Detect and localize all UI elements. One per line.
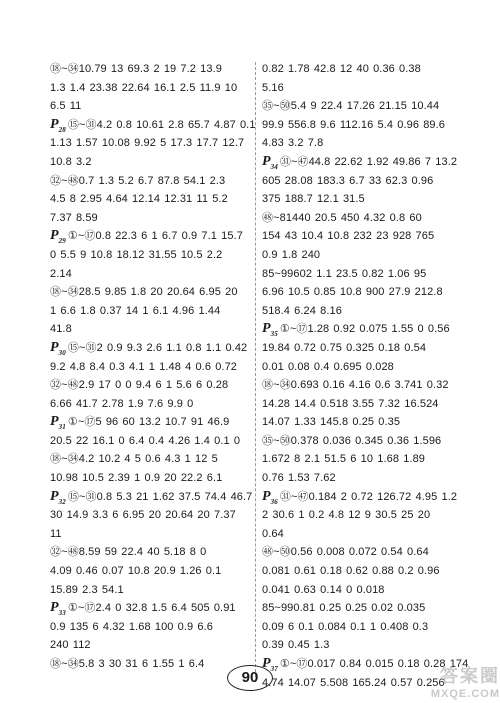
answer-line [50, 450, 250, 469]
answer-column-left [50, 60, 256, 674]
watermark-logo [395, 665, 500, 703]
answer-line [50, 636, 250, 655]
page-marker: $P_{28}$ [50, 116, 66, 134]
page-marker-number: 34 [270, 162, 278, 171]
page-marker-number: 32 [58, 497, 66, 506]
answer-text: 6.5 11 [50, 100, 82, 113]
answer-line [50, 302, 250, 321]
answer-text: 154 43 10.4 10.8 232 23 928 765 [262, 230, 435, 243]
page-marker-number: 30 [58, 348, 66, 357]
page-marker: $P_{37}$ [262, 656, 278, 673]
page-marker: $P_{30}$ [50, 339, 66, 357]
answer-line [50, 543, 250, 562]
answer-line [50, 283, 250, 302]
answer-text: 0.39 0.45 1.3 [262, 639, 330, 652]
answer-text: 7.37 8.59 [50, 211, 98, 224]
answer-text: 0.64 [262, 527, 284, 540]
answer-text: 2.14 [50, 267, 72, 280]
answer-line [50, 525, 250, 544]
answer-text: 1.3 1.4 23.38 22.64 16.1 2.5 11.9 10 [50, 81, 238, 94]
page-marker-number: 33 [58, 609, 66, 618]
answer-line [262, 581, 462, 600]
answer-line [262, 190, 462, 209]
answer-text: 0.041 0.63 0.14 0 0.018 [262, 583, 385, 596]
answer-text: 4.83 3.2 7.8 [262, 137, 324, 150]
answer-line [262, 97, 462, 116]
answer-text: ①~⑰0.017 0.84 0.015 0.18 0.28 174 [279, 658, 469, 670]
answer-text: 1.13 1.57 10.08 9.92 5 17.3 17.7 12.7 [50, 137, 245, 150]
answer-line [50, 97, 250, 116]
answer-line [50, 172, 250, 191]
answer-line [50, 506, 250, 525]
answer-text: ⑱~㉞10.79 13 69.3 2 19 7.2 13.9 [50, 63, 222, 75]
answer-text: 0.76 1.53 7.62 [262, 472, 336, 485]
answer-line [50, 376, 250, 395]
page-number: 90 [227, 665, 273, 691]
answer-text: 240 112 [50, 639, 91, 652]
page-marker: $P_{32}$ [50, 488, 66, 506]
page-marker-number: 36 [270, 497, 278, 506]
answer-line [50, 320, 250, 339]
answer-text: ㉛~㊼44.8 22.62 1.92 49.86 7 13.2 [279, 155, 458, 168]
answer-line [262, 320, 462, 339]
answer-text: 0.01 0.08 0.4 0.695 0.028 [262, 360, 394, 373]
answer-line [262, 450, 462, 469]
answer-line [262, 227, 462, 246]
page-marker-number: 31 [58, 423, 66, 432]
answer-text: 0 5.5 9 10.8 18.12 31.55 10.5 2.2 [50, 248, 223, 261]
page-marker-number: 28 [58, 125, 66, 134]
answer-line [50, 134, 250, 153]
answer-text: 0.09 6 0.1 0.084 0.1 1 0.408 0.3 [262, 620, 429, 633]
answer-text: ㊽~81440 20.5 450 4.32 0.8 60 [262, 211, 422, 224]
answer-line [50, 265, 250, 284]
answer-line [50, 618, 250, 637]
answer-text: ⑮~㉛0.8 5.3 21 1.62 37.5 74.4 46.7 [67, 490, 253, 503]
page-marker: $P_{29}$ [50, 228, 66, 246]
answer-line [262, 172, 462, 191]
answer-text: 4.74 14.07 5.508 165.24 0.57 0.256 [262, 676, 445, 689]
column-divider [255, 62, 256, 682]
answer-text: 41.8 [50, 323, 72, 336]
answer-text: ⑱~㉞0.693 0.16 4.16 0.6 3.741 0.32 [262, 379, 449, 392]
answer-line [262, 302, 462, 321]
answer-text: 4.09 0.46 0.07 10.8 20.9 1.26 0.1 [50, 565, 222, 578]
answer-line [50, 395, 250, 414]
page-marker: $P_{35}$ [262, 321, 278, 339]
answer-text: 1.672 8 2.1 51.5 6 10 1.68 1.89 [262, 453, 426, 466]
answer-line [262, 413, 462, 432]
answer-line [262, 376, 462, 395]
answer-text: 0.081 0.61 0.18 0.62 0.88 0.2 0.96 [262, 565, 440, 578]
answer-column-right [262, 60, 469, 692]
answer-text: ①~⑰0.8 22.3 6 1 6.7 0.9 7.1 15.7 [67, 230, 243, 243]
answer-line [262, 116, 462, 135]
answer-line [262, 618, 462, 637]
answer-text: 518.4 6.24 8.16 [262, 304, 342, 317]
answer-text: ㉛~㊼0.184 2 0.72 126.72 4.95 1.2 [279, 490, 458, 503]
answer-text: 6.66 41.7 2.78 1.9 7.6 9.9 0 [50, 397, 194, 410]
watermark-text: 答案圈 [440, 666, 500, 686]
answer-text: 10.98 10.5 2.39 1 0.9 20 22.2 6.1 [50, 472, 223, 485]
answer-line [262, 358, 462, 377]
answer-line [50, 227, 250, 246]
answer-text: 10.8 3.2 [50, 155, 92, 168]
answer-line [50, 60, 250, 79]
answer-line [50, 79, 250, 98]
answer-line [262, 543, 462, 562]
answer-line [262, 153, 462, 172]
answer-line [262, 488, 462, 507]
answer-text: 4.5 8 2.95 4.64 12.14 12.31 11 5.2 [50, 193, 228, 206]
answer-line [262, 60, 462, 79]
answer-line [262, 79, 462, 98]
answer-text: 14.28 14.4 0.518 3.55 7.32 16.524 [262, 397, 439, 410]
answer-text: ㉜~㊽0.7 1.3 5.2 6.7 87.8 54.1 2.3 [50, 174, 226, 187]
page-marker: $P_{33}$ [50, 600, 66, 618]
answer-text: 99.9 556.8 9.6 112.16 5.4 0.96 89.6 [262, 118, 446, 131]
answer-line [50, 488, 253, 507]
answer-line [50, 190, 250, 209]
answer-text: ㉜~㊽8.59 59 22.4 40 5.18 8 0 [50, 546, 207, 559]
answer-text: ①~⑰1.28 0.92 0.075 1.55 0 0.56 [279, 323, 450, 336]
answer-text: ①~⑰5 96 60 13.2 10.7 91 46.9 [67, 416, 230, 429]
answer-text: 85~99602 1.1 23.5 0.82 1.06 95 [262, 267, 427, 280]
answer-line [262, 506, 462, 525]
answer-line [262, 432, 462, 451]
answer-line [262, 265, 462, 284]
answer-text: ⑱~㉞5.8 3 30 31 6 1.55 1 6.4 [50, 658, 205, 670]
answer-text: 6.96 10.5 0.85 10.8 900 27.9 212.8 [262, 286, 443, 299]
answer-text: 9.2 4.8 8.4 0.3 4.1 1 1.48 4 0.6 0.72 [50, 360, 238, 373]
answer-text: 1 6.6 1.8 0.37 14 1 6.1 4.96 1.44 [50, 304, 221, 317]
answer-line [50, 562, 250, 581]
answer-line [262, 339, 462, 358]
answer-text: 5.16 [262, 81, 284, 94]
answer-line [262, 599, 462, 618]
answer-line [50, 432, 250, 451]
answer-text: 0.9 135 6 4.32 1.68 100 0.9 6.6 [50, 620, 214, 633]
answer-line [262, 209, 462, 228]
answer-line [50, 246, 250, 265]
answer-text: 2 30.6 1 0.2 4.8 12 9 30.5 25 20 [262, 509, 431, 522]
answer-text: 0.9 1.8 240 [262, 248, 321, 261]
page-marker: $P_{34}$ [262, 153, 278, 171]
answer-text: 11 [50, 527, 62, 540]
answer-line [50, 599, 250, 618]
answer-text: 19.84 0.72 0.75 0.325 0.18 0.54 [262, 341, 427, 354]
answer-text: ㊽~㊿0.56 0.008 0.072 0.54 0.64 [262, 546, 429, 559]
answer-text: 85~990.81 0.25 0.25 0.02 0.035 [262, 602, 426, 615]
answer-text: 605 28.08 183.3 6.7 33 62.3 0.96 [262, 174, 434, 187]
page-marker-number: 29 [58, 237, 66, 246]
answer-line [50, 358, 250, 377]
answer-text: 20.5 22 16.1 0 6.4 0.4 4.26 1.4 0.1 0 [50, 434, 241, 447]
answer-line [262, 283, 462, 302]
answer-text: ⑱~㉞28.5 9.85 1.8 20 20.64 6.95 20 [50, 286, 238, 299]
answer-line [262, 469, 462, 488]
answer-text: ㉜~㊽2.9 17 0 0 9.4 6 1 5.6 6 0.28 [50, 379, 229, 392]
answer-line [50, 413, 250, 432]
answer-line [50, 655, 250, 674]
answer-text: 375 188.7 12.1 31.5 [262, 193, 365, 206]
answer-text: ①~⑰2.4 0 32.8 1.5 6.4 505 0.91 [67, 602, 236, 615]
answer-line [262, 636, 462, 655]
answer-line [262, 246, 462, 265]
answer-line [50, 581, 250, 600]
answer-line [50, 116, 256, 135]
answer-line [262, 525, 462, 544]
page-marker: $P_{31}$ [50, 414, 66, 432]
answer-line [262, 562, 462, 581]
answer-text: ⑮~㉛2 0.9 9.3 2.6 1.1 0.8 1.1 0.42 [67, 341, 248, 354]
answer-text: ⑱~㉞4.2 10.2 4 5 0.6 4.3 1 12 5 [50, 453, 218, 466]
answer-text: ㉟~㊿5.4 9 22.4 17.26 21.15 10.44 [262, 100, 440, 113]
answer-line [50, 153, 250, 172]
answer-text: ㉟~㊿0.378 0.036 0.345 0.36 1.596 [262, 434, 442, 447]
answer-text: 0.82 1.78 42.8 12 40 0.36 0.38 [262, 63, 421, 75]
watermark-url: MXQE.COM [430, 688, 500, 700]
answer-line [262, 395, 462, 414]
page-marker: $P_{36}$ [262, 488, 278, 506]
page-marker-number: 35 [270, 330, 278, 339]
answer-text: 15.89 2.3 54.1 [50, 583, 124, 596]
answer-text: 30 14.9 3.3 6 6.95 20 20.64 20 7.37 [50, 509, 236, 522]
answer-text: ⑮~㉛4.2 0.8 10.61 2.8 65.7 4.87 0.1 [67, 118, 256, 131]
page-marker-number: 37 [270, 664, 278, 673]
answer-line [262, 134, 462, 153]
answer-text: 14.07 1.33 145.8 0.25 0.35 [262, 416, 401, 429]
answer-line [50, 339, 250, 358]
answer-line [50, 209, 250, 228]
answer-line [50, 469, 250, 488]
